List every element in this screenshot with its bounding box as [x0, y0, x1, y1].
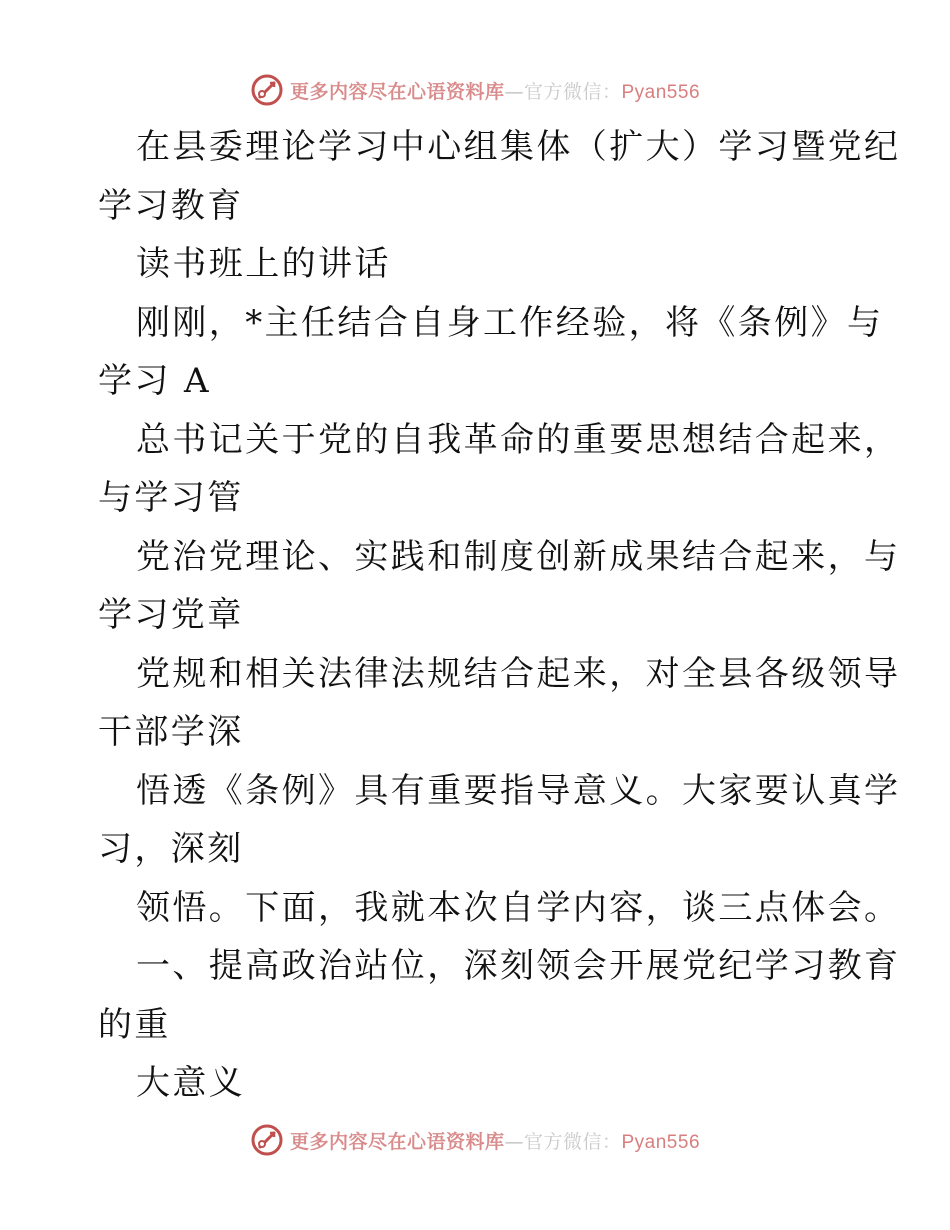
text-line: 大意义	[136, 1063, 246, 1103]
text-line: 领悟。下面，我就本次自学内容，谈三点体会。	[136, 887, 901, 928]
header-watermark	[0, 70, 950, 110]
watermark-brand: 更多内容尽在心语资料库	[289, 80, 505, 103]
text-line: 的重	[98, 1004, 171, 1045]
brand-logo-icon	[250, 1123, 284, 1157]
text-line: 学习党章	[98, 595, 244, 635]
text-line: 悟透《条例》具有重要指导意义。大家要认真学	[136, 770, 901, 811]
text-line: 党规和相关法律法规结合起来，对全县各级领导	[136, 653, 901, 694]
text-line: 一、提高政治站位，深刻领会开展党纪学习教育	[136, 946, 901, 986]
watermark-brand: 更多内容尽在心语资料库	[289, 1130, 505, 1153]
brand-logo-icon	[250, 73, 284, 107]
footer-watermark	[0, 1120, 950, 1160]
watermark-dash: —	[504, 80, 524, 103]
text-line: 学习教育	[98, 185, 244, 226]
text-line: 习，深刻	[98, 829, 244, 869]
watermark-text	[290, 1127, 700, 1154]
text-line: 党治党理论、实践和制度创新成果结合起来，与	[136, 536, 901, 577]
watermark-text	[290, 77, 700, 104]
text-line: 总书记关于党的自我革命的重要思想结合起来，	[136, 419, 901, 460]
text-line: 在县委理论学习中心组集体（扩大）学习暨党纪	[136, 127, 901, 167]
text-line: 读书班上的讲话	[136, 244, 391, 284]
text-line: 刚刚，*主任结合自身工作经验，将《条例》与	[136, 302, 884, 343]
watermark-wechat-id: Pyan556	[621, 1131, 701, 1153]
watermark-dash: —	[504, 1130, 524, 1153]
watermark-wechat-id: Pyan556	[621, 81, 701, 103]
watermark-label: 官方微信：	[523, 80, 622, 103]
watermark-label: 官方微信：	[523, 1130, 622, 1153]
document-body	[98, 118, 901, 1113]
text-line: 与学习管	[98, 478, 244, 518]
text-line: 干部学深	[98, 712, 244, 752]
text-line: 学习 A	[98, 361, 211, 401]
